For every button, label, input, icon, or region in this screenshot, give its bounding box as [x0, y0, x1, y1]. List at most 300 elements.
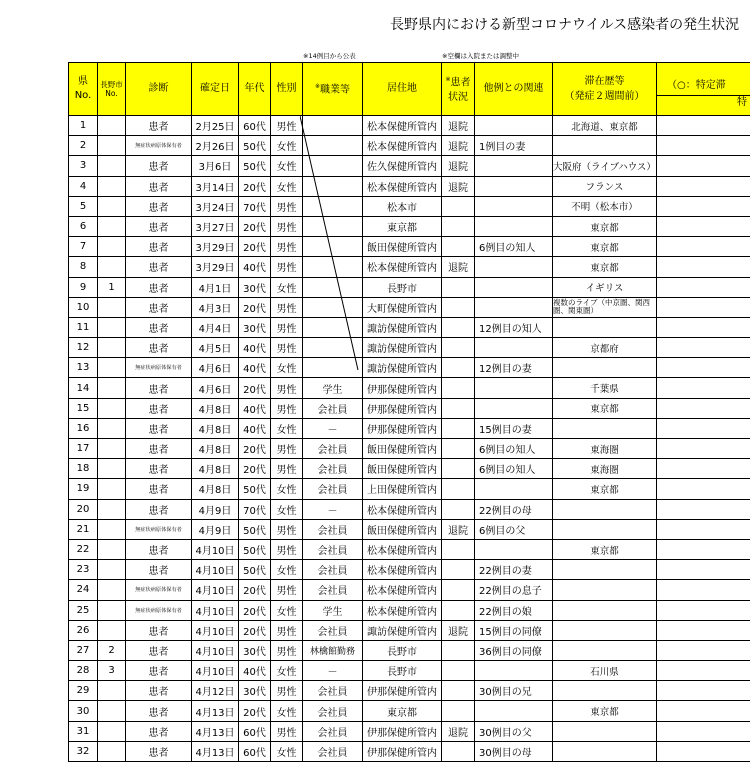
cell-relation: 22例目の妻 — [475, 560, 553, 580]
cell-date: 4月1日 — [192, 277, 239, 297]
cell-occupation: 会社員 — [303, 479, 363, 499]
cell-relation: 30例目の父 — [475, 721, 553, 741]
cell-age: 20代 — [239, 216, 271, 236]
cell-status — [442, 741, 475, 761]
cell-diagnosis: 患者 — [126, 620, 192, 640]
cell-nagano-no — [98, 338, 126, 358]
cell-nagano-no — [98, 459, 126, 479]
table-row — [69, 661, 750, 681]
cell-stay — [553, 600, 657, 620]
cell-stay: 東京都 — [553, 398, 657, 418]
cell-nagano-no — [98, 156, 126, 176]
cell-occupation: 会社員 — [303, 681, 363, 701]
table-row — [69, 136, 750, 156]
cell-status — [442, 479, 475, 499]
cell-pref-no: 21 — [69, 519, 98, 539]
cell-sex: 男性 — [271, 620, 303, 640]
cell-sex: 女性 — [271, 479, 303, 499]
cell-occupation: 会社員 — [303, 398, 363, 418]
cell-sex: 男性 — [271, 216, 303, 236]
cell-status: 退院 — [442, 519, 475, 539]
cell-pref-no: 18 — [69, 459, 98, 479]
cell-status: 退院 — [442, 116, 475, 136]
cell-residence: 東京都 — [363, 216, 442, 236]
cell-status — [442, 459, 475, 479]
cell-status — [442, 439, 475, 459]
cell-extra — [657, 317, 750, 337]
cell-nagano-no — [98, 681, 126, 701]
cell-extra — [657, 216, 750, 236]
cell-relation — [475, 661, 553, 681]
cell-age: 20代 — [239, 237, 271, 257]
cell-status: 退院 — [442, 156, 475, 176]
cell-nagano-no — [98, 721, 126, 741]
cell-stay: 不明（松本市） — [553, 196, 657, 216]
cell-occupation — [303, 156, 363, 176]
cell-relation: 22例目の母 — [475, 499, 553, 519]
cell-relation: 6例目の知人 — [475, 237, 553, 257]
table-row — [69, 176, 750, 196]
cell-pref-no: 28 — [69, 661, 98, 681]
cell-extra — [657, 681, 750, 701]
cell-pref-no: 25 — [69, 600, 98, 620]
cell-residence: 飯田保健所管内 — [363, 237, 442, 257]
cell-age: 70代 — [239, 499, 271, 519]
cell-extra — [657, 661, 750, 681]
cell-diagnosis: 無症状病原体保有者 — [126, 580, 192, 600]
cell-relation: 15例目の妻 — [475, 418, 553, 438]
cell-extra — [657, 580, 750, 600]
cell-age: 20代 — [239, 297, 271, 317]
header-extra-bottom: 特 — [737, 97, 747, 108]
cell-diagnosis: 無症状病原体保有者 — [126, 600, 192, 620]
cell-occupation — [303, 358, 363, 378]
cell-age: 40代 — [239, 257, 271, 277]
cell-stay: イギリス — [553, 277, 657, 297]
cell-pref-no: 15 — [69, 398, 98, 418]
cell-residence: 伊那保健所管内 — [363, 681, 442, 701]
cell-relation — [475, 216, 553, 236]
cell-date: 4月9日 — [192, 519, 239, 539]
cell-extra — [657, 439, 750, 459]
cell-occupation: 会社員 — [303, 701, 363, 721]
cell-extra — [657, 499, 750, 519]
cell-residence: 大町保健所管内 — [363, 297, 442, 317]
cell-nagano-no — [98, 741, 126, 761]
cell-stay — [553, 317, 657, 337]
cell-date: 4月10日 — [192, 580, 239, 600]
table-row — [69, 479, 750, 499]
cell-age: 40代 — [239, 418, 271, 438]
cell-status — [442, 358, 475, 378]
cell-pref-no: 8 — [69, 257, 98, 277]
cell-diagnosis: 患者 — [126, 317, 192, 337]
cell-sex: 男性 — [271, 459, 303, 479]
cell-status — [442, 317, 475, 337]
cell-residence: 伊那保健所管内 — [363, 741, 442, 761]
cell-nagano-no — [98, 358, 126, 378]
cell-nagano-no — [98, 297, 126, 317]
cell-status: 退院 — [442, 136, 475, 156]
cell-status: 退院 — [442, 257, 475, 277]
cell-stay: 東京都 — [553, 216, 657, 236]
cell-residence: 伊那保健所管内 — [363, 398, 442, 418]
cell-pref-no: 24 — [69, 580, 98, 600]
table-row — [69, 640, 750, 660]
cell-diagnosis: 患者 — [126, 539, 192, 559]
cell-date: 4月4日 — [192, 317, 239, 337]
table-row — [69, 499, 750, 519]
cell-sex: 男性 — [271, 297, 303, 317]
cell-occupation: 会社員 — [303, 580, 363, 600]
header-residence: 居住地 — [363, 63, 442, 116]
table-row — [69, 277, 750, 297]
cell-status — [442, 560, 475, 580]
cell-extra — [657, 237, 750, 257]
cell-pref-no: 27 — [69, 640, 98, 660]
header-stay — [553, 63, 657, 116]
header-date: 確定日 — [192, 63, 239, 116]
cell-nagano-no — [98, 439, 126, 459]
cell-stay: 東京都 — [553, 701, 657, 721]
cell-occupation: 会社員 — [303, 459, 363, 479]
cell-nagano-no — [98, 418, 126, 438]
cell-age: 40代 — [239, 661, 271, 681]
cell-nagano-no — [98, 499, 126, 519]
cell-extra — [657, 277, 750, 297]
table-row — [69, 237, 750, 257]
cell-status — [442, 701, 475, 721]
cell-sex: 女性 — [271, 560, 303, 580]
header-occupation-label: 職業等 — [320, 84, 351, 96]
table-row — [69, 297, 750, 317]
cell-date: 4月13日 — [192, 701, 239, 721]
cell-sex: 女性 — [271, 418, 303, 438]
cell-relation: 6例目の知人 — [475, 459, 553, 479]
cell-stay: 東海圏 — [553, 439, 657, 459]
cell-diagnosis: 患者 — [126, 459, 192, 479]
cell-date: 4月13日 — [192, 721, 239, 741]
cell-date: 4月3日 — [192, 297, 239, 317]
table-row — [69, 620, 750, 640]
cell-residence: 伊那保健所管内 — [363, 418, 442, 438]
cell-date: 4月8日 — [192, 439, 239, 459]
cell-date: 3月6日 — [192, 156, 239, 176]
cell-diagnosis: 患者 — [126, 439, 192, 459]
header-extra — [657, 63, 750, 116]
cell-date: 3月24日 — [192, 196, 239, 216]
cell-pref-no: 26 — [69, 620, 98, 640]
cell-diagnosis: 患者 — [126, 237, 192, 257]
cell-sex: 男性 — [271, 237, 303, 257]
cell-extra — [657, 539, 750, 559]
cell-occupation: 学生 — [303, 378, 363, 398]
cell-sex: 男性 — [271, 580, 303, 600]
table-row — [69, 358, 750, 378]
cell-occupation: 林檎館勤務 — [303, 640, 363, 660]
cell-nagano-no: 1 — [98, 277, 126, 297]
cell-age: 60代 — [239, 721, 271, 741]
cell-diagnosis: 患者 — [126, 418, 192, 438]
cell-extra — [657, 136, 750, 156]
cell-residence: 松本保健所管内 — [363, 257, 442, 277]
cell-status — [442, 297, 475, 317]
cell-relation: 22例目の息子 — [475, 580, 553, 600]
cell-sex: 男性 — [271, 317, 303, 337]
cell-extra — [657, 176, 750, 196]
cell-status: 退院 — [442, 176, 475, 196]
cell-diagnosis: 患者 — [126, 721, 192, 741]
cell-date: 4月8日 — [192, 398, 239, 418]
cell-residence: 諏訪保健所管内 — [363, 317, 442, 337]
cell-stay — [553, 418, 657, 438]
cell-stay: 北海道、東京都 — [553, 116, 657, 136]
cell-pref-no: 1 — [69, 116, 98, 136]
header-stay-line2: （発症２週間前） — [564, 91, 645, 102]
cell-age: 50代 — [239, 519, 271, 539]
cell-nagano-no — [98, 176, 126, 196]
cell-extra — [657, 459, 750, 479]
cell-occupation: 会社員 — [303, 519, 363, 539]
cell-date: 2月26日 — [192, 136, 239, 156]
cell-extra — [657, 257, 750, 277]
table-row — [69, 741, 750, 761]
table-row — [69, 701, 750, 721]
cell-status — [442, 196, 475, 216]
cell-occupation: 会社員 — [303, 560, 363, 580]
cell-status — [442, 237, 475, 257]
cell-pref-no: 12 — [69, 338, 98, 358]
cell-stay: 東京都 — [553, 237, 657, 257]
cell-diagnosis: 患者 — [126, 277, 192, 297]
cell-relation — [475, 539, 553, 559]
cell-extra — [657, 297, 750, 317]
cell-date: 4月6日 — [192, 358, 239, 378]
cell-status — [442, 640, 475, 660]
cell-relation — [475, 257, 553, 277]
cell-pref-no: 4 — [69, 176, 98, 196]
cell-occupation: 会社員 — [303, 721, 363, 741]
cell-status — [442, 661, 475, 681]
header-extra-top: （○：特定滞 — [657, 77, 750, 96]
cell-extra — [657, 196, 750, 216]
cell-status — [442, 216, 475, 236]
cell-occupation — [303, 196, 363, 216]
cell-stay: 複数のライブ（中京圏、関西圏、関東圏） — [553, 297, 657, 317]
cell-diagnosis: 患者 — [126, 661, 192, 681]
cell-residence: 上田保健所管内 — [363, 479, 442, 499]
cell-age: 20代 — [239, 378, 271, 398]
cell-stay: 東京都 — [553, 479, 657, 499]
cell-stay: フランス — [553, 176, 657, 196]
cell-diagnosis: 患者 — [126, 560, 192, 580]
table-row — [69, 459, 750, 479]
cell-pref-no: 10 — [69, 297, 98, 317]
cell-nagano-no: 2 — [98, 640, 126, 660]
cell-extra — [657, 519, 750, 539]
cell-stay: 京都府 — [553, 338, 657, 358]
table-row — [69, 216, 750, 236]
cell-sex: 女性 — [271, 176, 303, 196]
cell-occupation — [303, 297, 363, 317]
table-row — [69, 156, 750, 176]
cell-nagano-no — [98, 479, 126, 499]
cell-age: 70代 — [239, 196, 271, 216]
cell-sex: 男性 — [271, 338, 303, 358]
cell-extra — [657, 156, 750, 176]
cell-occupation — [303, 257, 363, 277]
cell-diagnosis: 患者 — [126, 398, 192, 418]
cell-residence: 佐久保健所管内 — [363, 156, 442, 176]
cell-nagano-no — [98, 378, 126, 398]
cell-nagano-no — [98, 519, 126, 539]
cell-occupation — [303, 338, 363, 358]
cell-status — [442, 539, 475, 559]
cell-extra — [657, 620, 750, 640]
cell-date: 4月8日 — [192, 418, 239, 438]
cell-date: 3月14日 — [192, 176, 239, 196]
cell-diagnosis: 患者 — [126, 196, 192, 216]
cell-diagnosis: 患者 — [126, 338, 192, 358]
cell-age: 50代 — [239, 539, 271, 559]
cell-occupation: － — [303, 661, 363, 681]
cell-residence: 諏訪保健所管内 — [363, 620, 442, 640]
cases-table — [68, 62, 750, 762]
cell-sex: 男性 — [271, 378, 303, 398]
cell-relation: 22例目の娘 — [475, 600, 553, 620]
cell-diagnosis: 無症状病原体保有者 — [126, 358, 192, 378]
cell-stay — [553, 499, 657, 519]
cell-status: 退院 — [442, 721, 475, 741]
cell-pref-no: 19 — [69, 479, 98, 499]
cell-relation: 15例目の同僚 — [475, 620, 553, 640]
cell-age: 50代 — [239, 136, 271, 156]
cell-sex: 女性 — [271, 661, 303, 681]
cell-relation: 36例目の同僚 — [475, 640, 553, 660]
table-row — [69, 418, 750, 438]
cell-relation — [475, 398, 553, 418]
cell-extra — [657, 479, 750, 499]
cell-status — [442, 600, 475, 620]
cell-diagnosis: 患者 — [126, 297, 192, 317]
cell-age: 40代 — [239, 358, 271, 378]
cell-residence: 飯田保健所管内 — [363, 459, 442, 479]
cell-occupation — [303, 216, 363, 236]
cell-sex: 男性 — [271, 439, 303, 459]
cell-residence: 松本保健所管内 — [363, 580, 442, 600]
cell-status — [442, 418, 475, 438]
table-row — [69, 257, 750, 277]
cell-extra — [657, 418, 750, 438]
header-status-label: 患者 状況 — [448, 77, 471, 103]
cell-residence: 諏訪保健所管内 — [363, 358, 442, 378]
cell-residence: 松本保健所管内 — [363, 116, 442, 136]
cell-extra — [657, 560, 750, 580]
cell-diagnosis: 無症状病原体保有者 — [126, 519, 192, 539]
cell-stay — [553, 741, 657, 761]
cell-age: 20代 — [239, 580, 271, 600]
cell-pref-no: 2 — [69, 136, 98, 156]
cell-extra — [657, 640, 750, 660]
cell-diagnosis: 患者 — [126, 176, 192, 196]
cell-stay: 大阪府（ライブハウス） — [553, 156, 657, 176]
cell-diagnosis: 患者 — [126, 216, 192, 236]
cell-nagano-no: 3 — [98, 661, 126, 681]
cell-relation — [475, 338, 553, 358]
cell-age: 40代 — [239, 398, 271, 418]
cell-relation: 6例目の父 — [475, 519, 553, 539]
cell-sex: 男性 — [271, 116, 303, 136]
cell-residence: 松本保健所管内 — [363, 600, 442, 620]
cell-residence: 諏訪保健所管内 — [363, 338, 442, 358]
cell-sex: 男性 — [271, 721, 303, 741]
cell-nagano-no — [98, 196, 126, 216]
cell-relation — [475, 479, 553, 499]
header-age: 年代 — [239, 63, 271, 116]
cell-date: 4月10日 — [192, 539, 239, 559]
cell-date: 4月10日 — [192, 620, 239, 640]
header-relation: 他例との関連 — [475, 63, 553, 116]
cell-stay — [553, 640, 657, 660]
cell-diagnosis: 患者 — [126, 479, 192, 499]
cell-age: 20代 — [239, 620, 271, 640]
cell-pref-no: 9 — [69, 277, 98, 297]
cell-diagnosis: 患者 — [126, 156, 192, 176]
cell-diagnosis: 患者 — [126, 681, 192, 701]
cell-residence: 長野市 — [363, 661, 442, 681]
cell-stay — [553, 721, 657, 741]
cell-nagano-no — [98, 600, 126, 620]
cell-residence: 伊那保健所管内 — [363, 721, 442, 741]
cell-age: 50代 — [239, 156, 271, 176]
cell-diagnosis: 患者 — [126, 701, 192, 721]
cell-pref-no: 7 — [69, 237, 98, 257]
cases-table-container — [68, 62, 750, 762]
table-row — [69, 439, 750, 459]
cell-occupation: 会社員 — [303, 439, 363, 459]
cell-occupation: － — [303, 418, 363, 438]
status-note: ※空欄は入院または調整中 — [442, 52, 519, 60]
cell-residence: 松本保健所管内 — [363, 176, 442, 196]
cell-status — [442, 277, 475, 297]
cell-pref-no: 6 — [69, 216, 98, 236]
cell-relation — [475, 156, 553, 176]
cell-relation: 30例目の母 — [475, 741, 553, 761]
cell-stay: 東京都 — [553, 257, 657, 277]
cell-age: 30代 — [239, 277, 271, 297]
cell-extra — [657, 741, 750, 761]
cell-date: 4月8日 — [192, 479, 239, 499]
cell-sex: 男性 — [271, 519, 303, 539]
cell-sex: 男性 — [271, 398, 303, 418]
publication-note: ※14例目から公表 — [303, 52, 356, 60]
cell-age: 20代 — [239, 176, 271, 196]
cell-pref-no: 13 — [69, 358, 98, 378]
cell-extra — [657, 398, 750, 418]
cell-sex: 女性 — [271, 136, 303, 156]
cell-stay: 東海圏 — [553, 459, 657, 479]
table-row — [69, 600, 750, 620]
cell-nagano-no — [98, 560, 126, 580]
cell-diagnosis: 患者 — [126, 640, 192, 660]
cell-status — [442, 398, 475, 418]
cell-age: 60代 — [239, 741, 271, 761]
cell-relation — [475, 176, 553, 196]
cell-occupation: 会社員 — [303, 741, 363, 761]
cell-stay — [553, 358, 657, 378]
cell-stay — [553, 580, 657, 600]
cell-status — [442, 378, 475, 398]
